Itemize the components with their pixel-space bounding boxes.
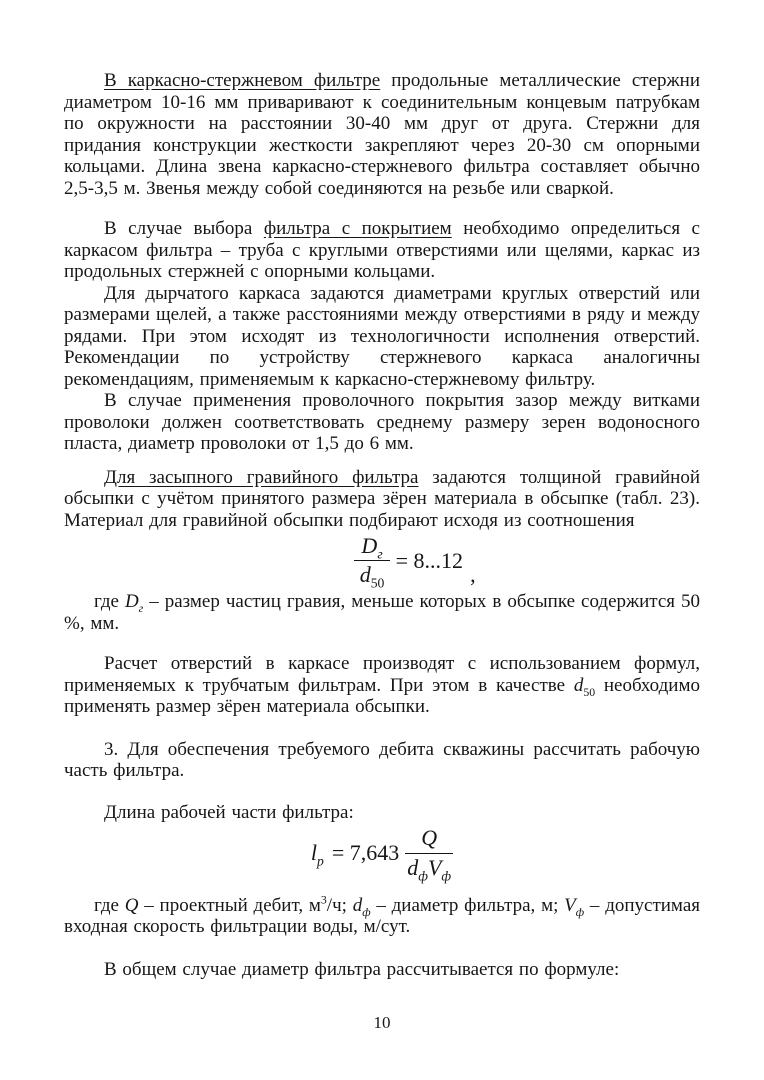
text-run: 3. Для обеспечения требуемого дебита скважины рассчитать рабочую часть фильтра. xyxy=(64,738,700,782)
formula-rhs: = 8...12 xyxy=(395,547,464,573)
formula-gravel-ratio xyxy=(97,533,733,591)
formula-comma: , xyxy=(470,562,476,588)
text-run: Расчет отверстий в каркасе производят с использованием формул, применяемых к трубчатым фильтрам. При этом в качестве xyxy=(64,653,700,696)
math-sub-50: 50 xyxy=(370,575,385,591)
math-var-V: V xyxy=(564,894,576,916)
text-run: Длина рабочей части фильтра: xyxy=(104,801,354,823)
math-var-d: d xyxy=(407,854,419,880)
math-var-Q: Q xyxy=(124,894,139,916)
paragraph-coated-filter xyxy=(64,218,700,283)
text-run: – проектный дебит, м xyxy=(138,894,321,916)
text-run: В случае применения проволочного покрытия зазор между витками проволоки должен соответствовать среднему размеру зерен водоносного пласта, диаметр проволоки от 1,5 до 6 мм. xyxy=(64,390,700,454)
paragraph-perforated-frame xyxy=(64,283,700,391)
math-sub-50: 50 xyxy=(583,685,596,699)
text-run: необходимо применять размер зёрен материала обсыпки. xyxy=(64,674,700,718)
paragraph-frame-rod-filter xyxy=(64,70,700,199)
paragraph-diameter-formula-intro xyxy=(64,959,700,981)
math-var-V: V xyxy=(427,854,442,880)
text-run: продольные металлические стержни диаметром 10-16 мм приваривают к соединительным концевым патрубкам по окружности на расстоянии 30-40 мм друг от друга. Стержни для придания конструкции жесткости закрепляют через 20-30 см опорными кольцами. Длина звена каркасно-стержневого фильтра составляет обычно 2,5-3,5 м. Звенья между собой соединяются на резьбе или сваркой. xyxy=(64,70,700,199)
math-sub-f: ф xyxy=(575,905,585,919)
math-sub-f: ф xyxy=(362,905,371,919)
paragraph-wire-coating xyxy=(64,390,700,455)
text-run: где xyxy=(94,894,125,916)
fraction-denominator xyxy=(405,854,453,883)
underlined-term-frame-rod-filter: В каркасно-стержневом фильтре xyxy=(104,70,381,91)
math-sub-g: г xyxy=(138,602,144,616)
fraction-denominator xyxy=(354,561,389,591)
fraction-numerator xyxy=(354,534,389,561)
math-var-D: D xyxy=(124,591,139,613)
text-run: В общем случае диаметр фильтра рассчитывается по формуле: xyxy=(104,958,620,980)
paragraph-working-length-label xyxy=(64,802,700,824)
math-sub-f: ф xyxy=(418,867,428,883)
fraction xyxy=(354,533,389,591)
math-var-d: d xyxy=(573,674,584,696)
math-var-Q: Q xyxy=(405,826,453,853)
math-var-D: D xyxy=(361,533,378,558)
paragraph-task-3 xyxy=(64,739,700,782)
math-var-d: d xyxy=(352,894,363,916)
formula-equals-coefficient: = 7,643 xyxy=(331,839,400,865)
text-run: /ч; xyxy=(326,894,353,916)
math-sub-g: г xyxy=(377,546,383,562)
text-run: задаются толщиной гравийной обсыпки с учётом принятого размера зёрен материала в обсыпке (табл. 23). Материал для гравийной обсыпки подбирают исходя из соотношения xyxy=(64,466,700,531)
formula-filter-length xyxy=(64,825,700,883)
paragraph-definition-Dg xyxy=(64,591,700,634)
math-sup-3: 3 xyxy=(320,893,327,907)
paragraph-opening-calculation xyxy=(64,653,700,718)
paragraph-definition-Q-d-V xyxy=(64,895,700,938)
page-number: 10 xyxy=(373,1013,391,1032)
text-run: – допустимая входная скорость фильтрации воды, м/сут. xyxy=(64,894,700,938)
underlined-term-coated-filter: фильтра с покрытием xyxy=(263,218,452,239)
math-var-d: d xyxy=(359,562,371,588)
fraction xyxy=(405,825,453,883)
text-run: где xyxy=(94,591,125,613)
math-sub-p: р xyxy=(317,853,324,869)
formula-lhs xyxy=(310,839,324,869)
paragraph-gravel-pack-filter xyxy=(64,467,700,532)
text-run: – диаметр фильтра, м; xyxy=(370,894,565,916)
text-run: В случае выбора xyxy=(104,218,264,239)
math-var-l: l xyxy=(310,839,318,865)
math-sub-f: ф xyxy=(441,867,452,883)
text-run: Для дырчатого каркаса задаются диаметрами круглых отверстий или размерами щелей, а также расстояниями между отверстиями в ряду и между рядами. При этом исходят из технологичности исполнения отверстий. Рекомендации по устройству стержневого каркаса аналогичны рекомендациям, применяемым к каркасно-стержневому фильтру. xyxy=(64,282,700,390)
underlined-term-gravel-pack-filter: Для засыпного гравийного фильтра xyxy=(104,466,419,488)
text-run: – размер частиц гравия, меньше которых в обсыпке содержится 50 %, мм. xyxy=(64,591,700,634)
text-run: необходимо определиться с каркасом фильтра – труба с круглыми отверстиями или щелями, каркас из продольных стержней с опорными кольцами. xyxy=(64,218,700,282)
